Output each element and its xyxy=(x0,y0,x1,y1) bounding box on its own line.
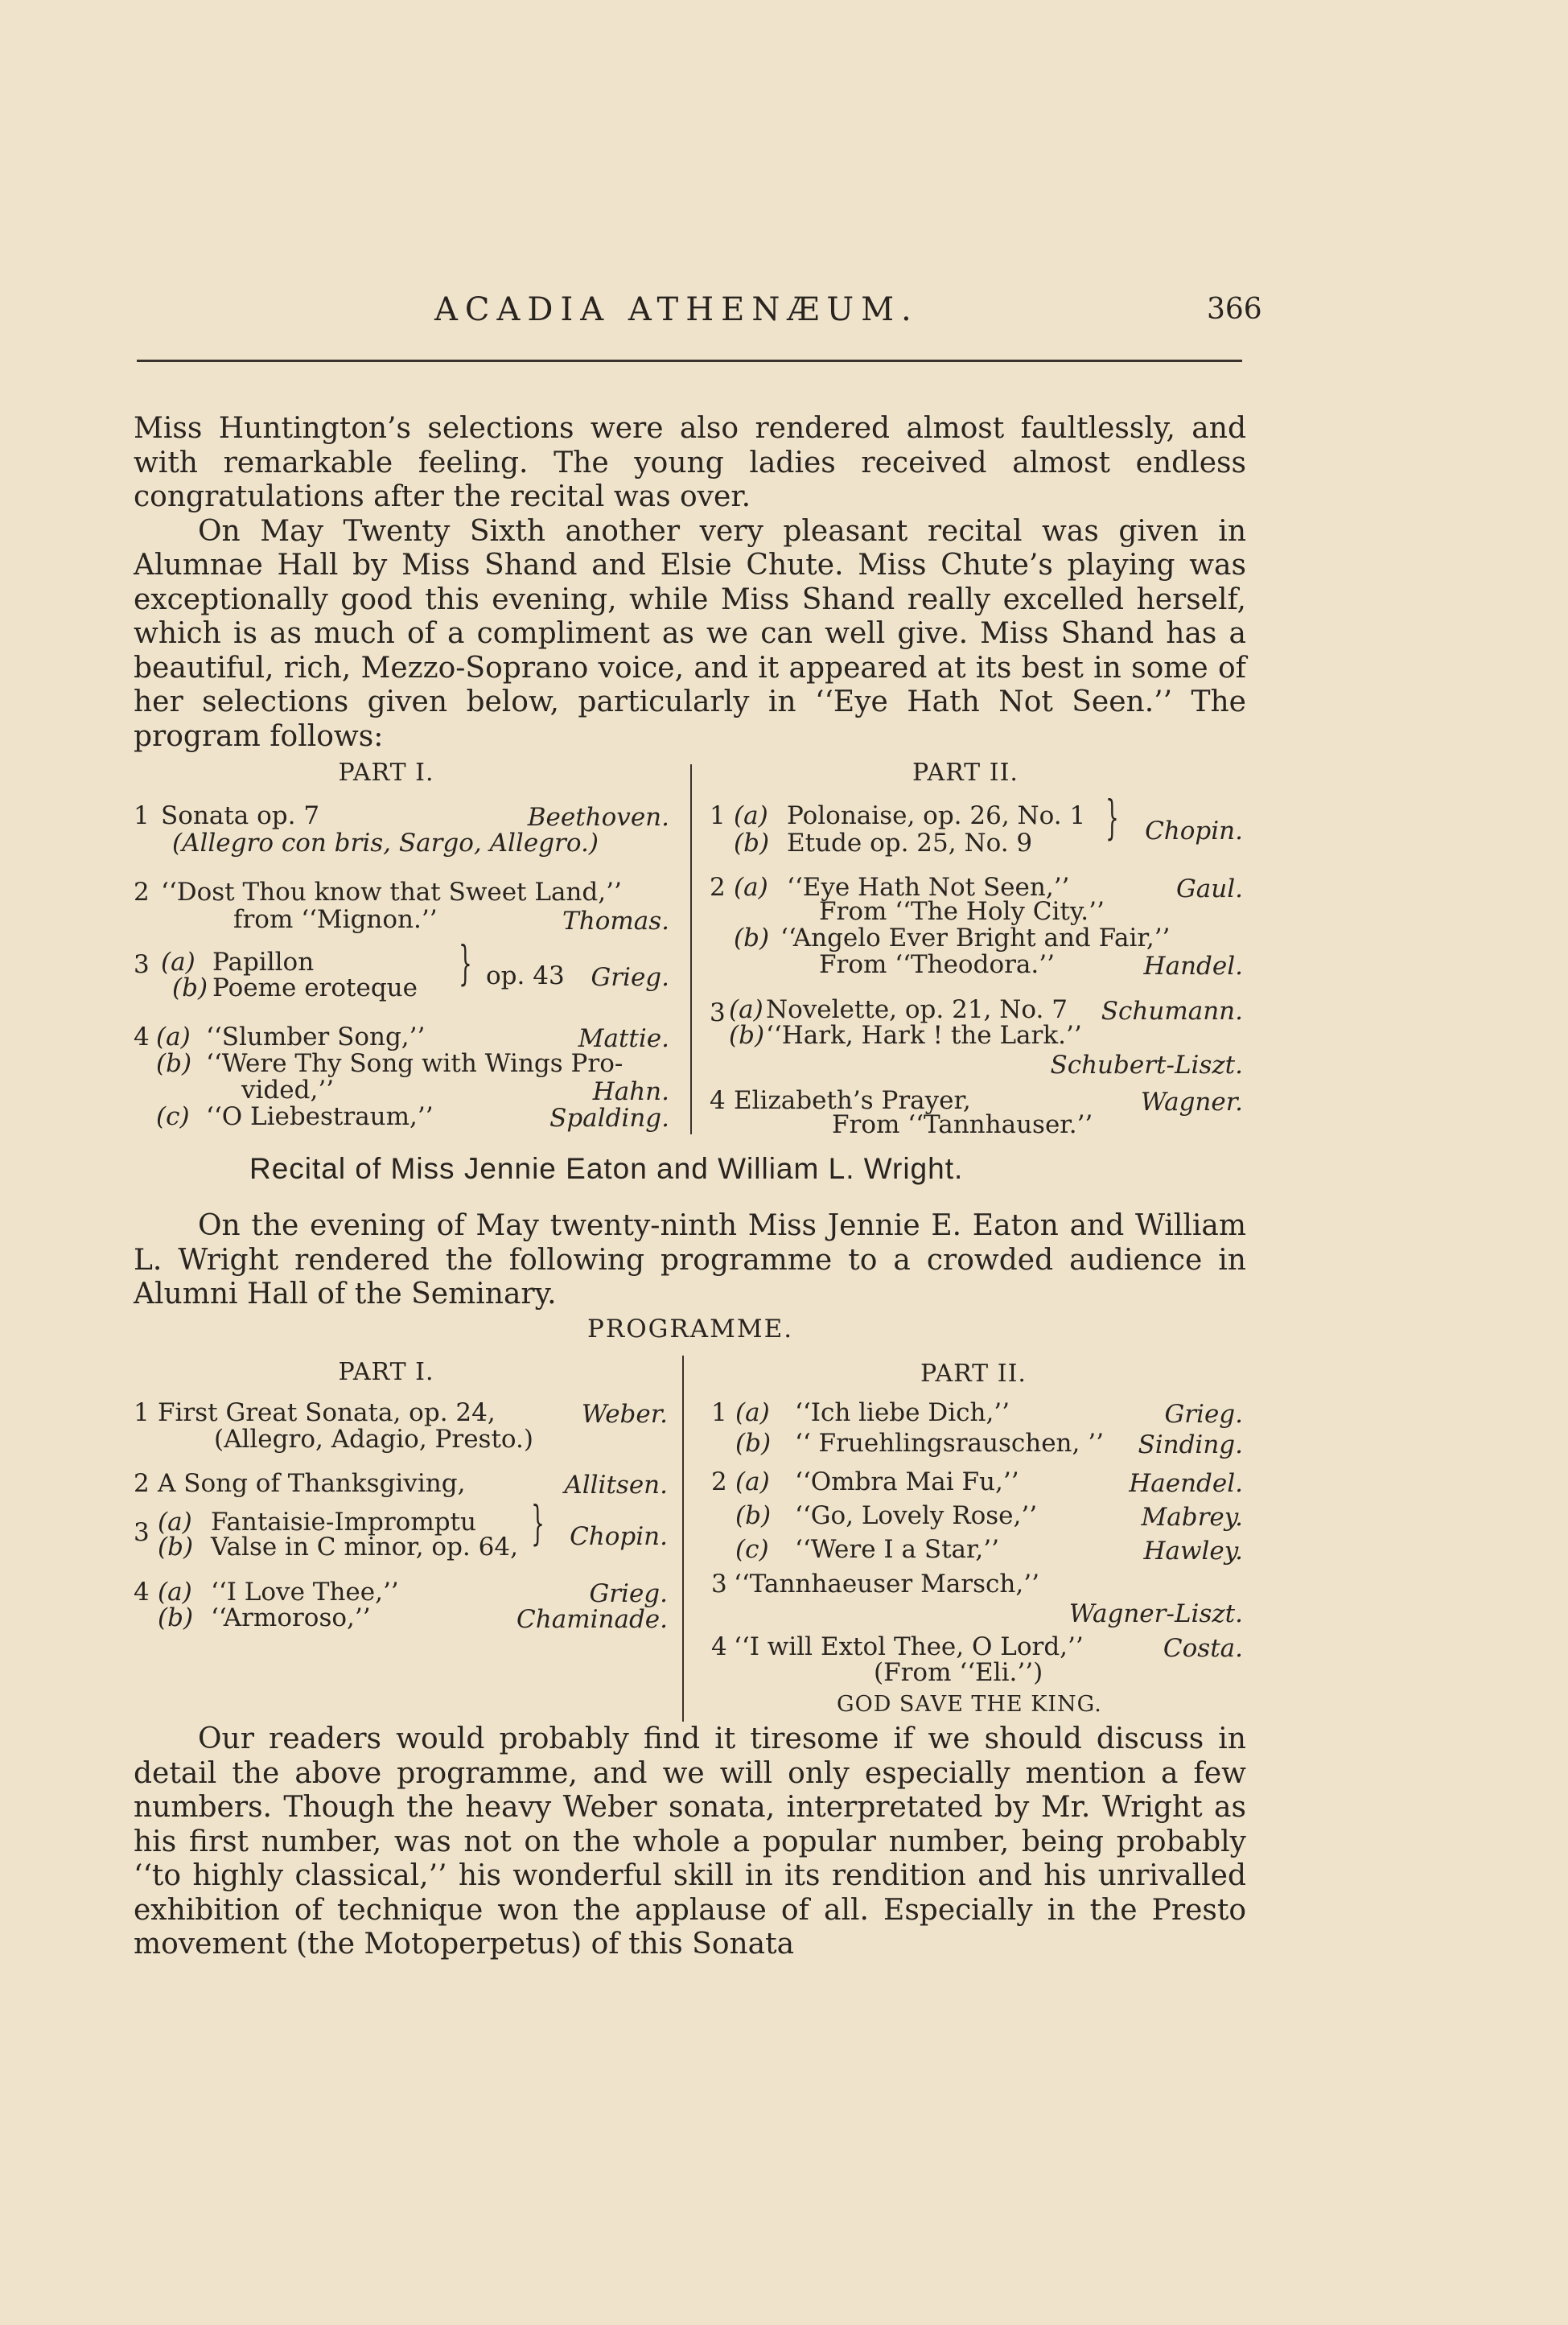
p1-item1-composer: Beethoven. xyxy=(527,803,669,832)
q2-item2b-label: (b) xyxy=(735,1501,772,1530)
recital-heading: Recital of Miss Jennie Eaton and William L. Wright. xyxy=(249,1152,964,1185)
q2-item1b-label: (b) xyxy=(735,1429,772,1458)
q1-item4-number: 4 xyxy=(134,1578,150,1607)
closing-paragraph: Our readers would probably find it tiresome if we should discuss in detail the above programme, and we will only especially mention a few numbers. Though the heavy Weber sonata, interpretated by Mr. Wright as his first number, was not on the whole a popular number, being probably ‘‘to highly classical,’’ his wonderful skill in its rendition and his unrivalled exhibition of technique won the applause of all. Especially in the Presto movement (the Motoperpetus) of this Sonata xyxy=(134,1722,1246,1961)
p2-item1a-label: (a) xyxy=(734,801,768,830)
q1-item4a-label: (a) xyxy=(158,1578,192,1607)
p1-item4c-label: (c) xyxy=(156,1102,190,1131)
p2-item2a-label: (a) xyxy=(734,873,768,902)
q2-item1a-label: (a) xyxy=(735,1398,770,1427)
p2-item2a-source: From ‘‘The Holy City.’’ xyxy=(819,897,1105,926)
q1-item1-title: First Great Sonata, op. 24, xyxy=(158,1398,496,1427)
page-number: 366 xyxy=(1207,293,1262,326)
q1-item3a-label: (a) xyxy=(158,1508,192,1537)
q2-item2c-title: ‘‘Were I a Star,’’ xyxy=(795,1535,999,1564)
p2-item3-number: 3 xyxy=(710,998,726,1027)
p2-item1-composer: Chopin. xyxy=(1145,817,1243,846)
q1-item2-title: A Song of Thanksgiving, xyxy=(158,1469,466,1498)
program2-part1-heading: PART I. xyxy=(338,1358,434,1386)
p1-item4c-composer: Spalding. xyxy=(549,1104,669,1133)
p1-item4b-title: ‘‘Were Thy Song with Wings Pro- xyxy=(206,1049,623,1078)
intro-paragraph-2: On May Twenty Sixth another very pleasant recital was given in Alumnae Hall by Miss Shand and Elsie Chute. Miss Chute’s playing was exceptionally good this evening, while Miss Shand really excelled herself, which is as much of a compliment as we can well give. Miss Shand has a beautiful, rich, Mezzo-Soprano voice, and it appeared at its best in some of her selections given below, particularly in ‘‘Eye Hath Not Seen.’’ The program follows: xyxy=(134,514,1246,753)
p2-item2-number: 2 xyxy=(710,873,726,902)
q1-item1-number: 1 xyxy=(134,1398,150,1427)
q1-item4b-title: ‘‘Armoroso,’’ xyxy=(211,1603,371,1632)
p2-item1-number: 1 xyxy=(710,801,726,830)
q2-item2c-label: (c) xyxy=(735,1535,769,1564)
p2-item3b-composer: Schubert-Liszt. xyxy=(1050,1051,1243,1080)
q2-item3-composer: Wagner-Liszt. xyxy=(1068,1599,1243,1628)
q2-item4-composer: Costa. xyxy=(1163,1634,1243,1663)
q2-item1a-composer: Grieg. xyxy=(1164,1400,1243,1429)
q1-item3-brace: } xyxy=(531,1496,545,1550)
p1-item2-number: 2 xyxy=(134,878,150,907)
program2-part2-heading: PART II. xyxy=(920,1360,1027,1388)
p2-item1-brace: } xyxy=(1105,790,1119,845)
p2-item2b-label: (b) xyxy=(734,924,770,953)
p1-item2-composer: Thomas. xyxy=(562,907,669,936)
q2-item1b-title: ‘‘ Fruehlingsrauschen, ’’ xyxy=(795,1429,1104,1458)
q2-item1a-title: ‘‘Ich liebe Dich,’’ xyxy=(795,1398,1010,1427)
q2-item4-source: (From ‘‘Eli.’’) xyxy=(874,1658,1043,1687)
q2-item1b-composer: Sinding. xyxy=(1138,1430,1243,1459)
q1-item4b-composer: Chaminade. xyxy=(516,1605,668,1634)
q2-item4-title: ‘‘I will Extol Thee, O Lord,’’ xyxy=(734,1632,1084,1661)
p2-item3a-composer: Schumann. xyxy=(1101,997,1243,1026)
p1-item3-opus: op. 43 xyxy=(486,961,565,990)
program1-part2-heading: PART II. xyxy=(912,759,1019,787)
p1-item1-title: Sonata op. 7 xyxy=(161,801,320,830)
p1-item4b-label: (b) xyxy=(156,1049,192,1078)
q2-item2b-composer: Mabrey. xyxy=(1141,1503,1243,1532)
q1-item1-movements: (Allegro, Adagio, Presto.) xyxy=(214,1425,533,1454)
p2-item2b-title: ‘‘Angelo Ever Bright and Fair,’’ xyxy=(780,924,1171,953)
q1-item3b-label: (b) xyxy=(158,1533,194,1562)
program1-column-divider xyxy=(690,764,692,1134)
p1-item4a-label: (a) xyxy=(156,1023,191,1051)
p2-item2b-source: From ‘‘Theodora.’’ xyxy=(819,950,1055,979)
p1-item4b-composer: Hahn. xyxy=(592,1077,669,1106)
q1-item1-composer: Weber. xyxy=(581,1400,668,1429)
q2-item2a-label: (a) xyxy=(735,1467,770,1496)
p2-item4-source: From ‘‘Tannhauser.’’ xyxy=(832,1110,1093,1139)
p2-item4-title: Elizabeth’s Prayer, xyxy=(734,1086,971,1115)
p2-item3b-title: ‘‘Hark, Hark ! the Lark.’’ xyxy=(766,1021,1082,1050)
p1-item2-title: ‘‘Dost Thou know that Sweet Land,’’ xyxy=(161,878,622,907)
q2-item2a-title: ‘‘Ombra Mai Fu,’’ xyxy=(795,1467,1019,1496)
p1-item3-brace: } xyxy=(459,936,472,990)
p2-item2b-composer: Handel. xyxy=(1143,952,1243,981)
q2-item4-number: 4 xyxy=(711,1632,727,1661)
p1-item1-movements: (Allegro con bris, Sargo, Allegro.) xyxy=(172,829,599,858)
q1-item3-composer: Chopin. xyxy=(570,1522,668,1551)
p2-item3b-label: (b) xyxy=(729,1021,765,1050)
q2-item2a-composer: Haendel. xyxy=(1129,1469,1243,1498)
intro-paragraph-1: Miss Huntington’s selections were also rendered almost faultlessly, and with remarkable feeling. The young ladies received almost endless congratulations after the recital was over. xyxy=(134,412,1246,513)
p2-item3a-label: (a) xyxy=(729,995,763,1024)
p1-item4-number: 4 xyxy=(134,1023,150,1051)
p1-item3-composer: Grieg. xyxy=(591,963,669,992)
running-title: ACADIA ATHENÆUM. xyxy=(434,291,919,328)
q2-item1-number: 1 xyxy=(711,1398,727,1427)
q2-item2b-title: ‘‘Go, Lovely Rose,’’ xyxy=(795,1501,1038,1530)
programme-title: PROGRAMME. xyxy=(587,1315,794,1344)
q2-item2c-composer: Hawley. xyxy=(1143,1537,1243,1566)
p2-item2a-title: ‘‘Eye Hath Not Seen,’’ xyxy=(787,873,1070,902)
q1-item2-number: 2 xyxy=(134,1469,150,1498)
closing-text xyxy=(134,1722,1246,1962)
q2-item3-title: ‘‘Tannhaeuser Marsch,’’ xyxy=(734,1570,1039,1599)
p2-item2a-composer: Gaul. xyxy=(1176,874,1243,903)
p1-item4a-composer: Mattie. xyxy=(578,1024,669,1053)
program1-part1-heading: PART I. xyxy=(338,759,434,787)
p2-item4-number: 4 xyxy=(710,1086,726,1115)
p1-item1-number: 1 xyxy=(134,801,150,830)
recital-text xyxy=(134,1209,1246,1312)
p1-item3-number: 3 xyxy=(134,950,150,979)
p1-item4a-title: ‘‘Slumber Song,’’ xyxy=(206,1023,426,1051)
closing-anthem: GOD SAVE THE KING. xyxy=(837,1692,1102,1717)
q1-item3-number: 3 xyxy=(134,1518,150,1547)
p1-item4b-title-cont: vided,’’ xyxy=(241,1076,335,1105)
p2-item1b-title: Etude op. 25, No. 9 xyxy=(787,829,1033,858)
p2-item4-composer: Wagner. xyxy=(1140,1088,1243,1117)
q1-item3a-title: Fantaisie-Impromptu xyxy=(211,1508,476,1537)
q1-item4a-title: ‘‘I Love Thee,’’ xyxy=(211,1578,399,1607)
q2-item3-number: 3 xyxy=(711,1570,727,1599)
q1-item4a-composer: Grieg. xyxy=(589,1579,668,1608)
header-rule xyxy=(137,360,1242,362)
p2-item1a-title: Polonaise, op. 26, No. 1 xyxy=(787,801,1086,830)
program2-column-divider xyxy=(682,1356,684,1722)
p2-item1b-label: (b) xyxy=(734,829,770,858)
p2-item3a-title: Novelette, op. 21, No. 7 xyxy=(766,995,1068,1024)
q1-item3b-title: Valse in C minor, op. 64, xyxy=(211,1533,518,1562)
q1-item4b-label: (b) xyxy=(158,1603,194,1632)
p1-item4c-title: ‘‘O Liebestraum,’’ xyxy=(206,1102,434,1131)
p1-item3b-label: (b) xyxy=(172,973,208,1002)
recital-paragraph: On the evening of May twenty-ninth Miss Jennie E. Eaton and William L. Wright rendered the following programme to a crowded audience in Alumni Hall of the Seminary. xyxy=(134,1209,1246,1311)
p1-item3a-label: (a) xyxy=(161,948,195,977)
p1-item3a-title: Papillon xyxy=(212,948,315,977)
intro-text xyxy=(134,412,1246,754)
q2-item2-number: 2 xyxy=(711,1467,727,1496)
p1-item3b-title: Poeme eroteque xyxy=(212,973,418,1002)
q1-item2-composer: Allitsen. xyxy=(564,1471,668,1500)
p1-item2-source: from ‘‘Mignon.’’ xyxy=(233,905,438,934)
